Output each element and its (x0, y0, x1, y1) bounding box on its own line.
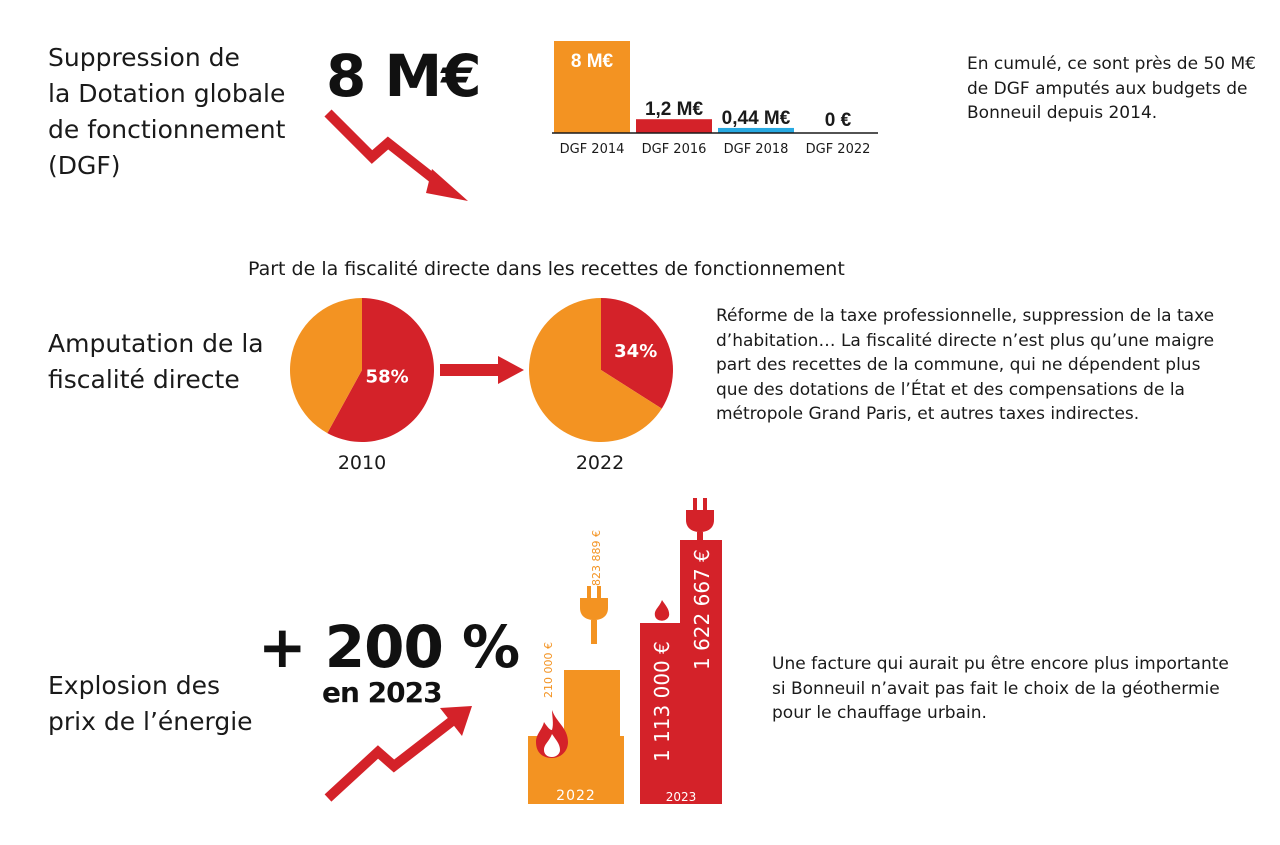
note-fiscalite (716, 304, 1214, 427)
title-line: Amputation de la (48, 329, 264, 358)
value-label-2023-chauffage: 1 113 000 € (650, 641, 674, 762)
title-line: la Dotation globale (48, 79, 286, 108)
flame-icon (644, 576, 680, 624)
pie-year-2022: 2022 (575, 452, 625, 474)
note-dgf (967, 52, 1256, 126)
note-line: si Bonneuil n’avait pas fait le choix de la géothermie (772, 678, 1220, 699)
note-line: d’habitation… La fiscalité directe n’est plus qu’une maigre (716, 330, 1215, 351)
dgf-category-label: DGF 2018 (723, 142, 789, 157)
title-line: fiscalité directe (48, 365, 240, 394)
note-line: métropole Grand Paris, et autres taxes indirectes. (716, 404, 1140, 424)
pie-chart-2022 (527, 296, 675, 444)
value-label-2022-electricite: 823 889 € (590, 530, 603, 586)
bar-year-2023: 2023 (665, 790, 697, 804)
value-label-2023-electricite: 1 622 667 € (690, 549, 714, 670)
energy-bar-chart (520, 490, 730, 810)
flame-icon (532, 708, 572, 760)
plug-icon (578, 586, 610, 644)
note-line: part des recettes de la commune, qui ne dépendent plus (716, 355, 1201, 375)
section-fiscalite (0, 240, 1280, 480)
right-arrow-icon (440, 356, 526, 384)
plug-icon (684, 498, 716, 550)
bar-year-2022: 2022 (556, 788, 596, 804)
note-line: Bonneuil depuis 2014. (967, 103, 1158, 123)
pie-year-2010: 2010 (337, 452, 387, 474)
title-line: (DGF) (48, 151, 121, 180)
down-arrow-icon (320, 105, 480, 205)
dgf-value-label: 8 M€ (570, 51, 614, 72)
note-line: de DGF amputés aux budgets de (967, 78, 1248, 99)
dgf-bar (636, 119, 712, 133)
section-title-dgf (48, 40, 285, 184)
title-line: Explosion des (48, 671, 221, 700)
section-energie (0, 490, 1280, 845)
pie-slice-label: 34% (614, 340, 658, 362)
section-dgf (0, 0, 1280, 230)
dgf-bar-chart (548, 30, 883, 135)
dgf-category-axis (548, 142, 883, 162)
dgf-value-label: 1,2 M€ (644, 99, 704, 121)
headline-200: + 200 % (258, 613, 520, 681)
up-arrow-icon (320, 702, 480, 806)
note-line: Réforme de la taxe professionnelle, suppression de la taxe (716, 306, 1215, 326)
dgf-category-label: DGF 2014 (559, 142, 625, 157)
pie-chart-title: Part de la fiscalité directe dans les recettes de fonctionnement (248, 258, 845, 280)
bar-2022-electricite (564, 670, 620, 804)
title-line: de fonctionnement (48, 115, 286, 144)
note-energie (772, 652, 1229, 726)
title-line: Suppression de (48, 43, 240, 72)
dgf-category-label: DGF 2016 (641, 142, 707, 157)
section-title-energie (48, 668, 253, 740)
note-line: que des dotations de l’État et des compensations de la (716, 379, 1185, 400)
pie-slice-label: 58% (365, 366, 409, 388)
value-label-2022-chauffage: 210 000 € (542, 642, 555, 698)
note-line: En cumulé, ce sont près de 50 M€ (967, 54, 1256, 74)
headline-8m: 8 M€ (326, 42, 481, 110)
note-line: pour le chauffage urbain. (772, 703, 987, 723)
note-line: Une facture qui aurait pu être encore plus importante (772, 654, 1229, 674)
pie-chart-2010 (288, 296, 436, 444)
dgf-value-label: 0 € (824, 110, 852, 131)
headline-en-2023: en 2023 (322, 676, 442, 709)
dgf-category-label: DGF 2022 (805, 142, 871, 157)
dgf-value-label: 0,44 M€ (721, 107, 791, 129)
section-title-fiscalite (48, 326, 264, 398)
title-line: prix de l’énergie (48, 707, 253, 736)
